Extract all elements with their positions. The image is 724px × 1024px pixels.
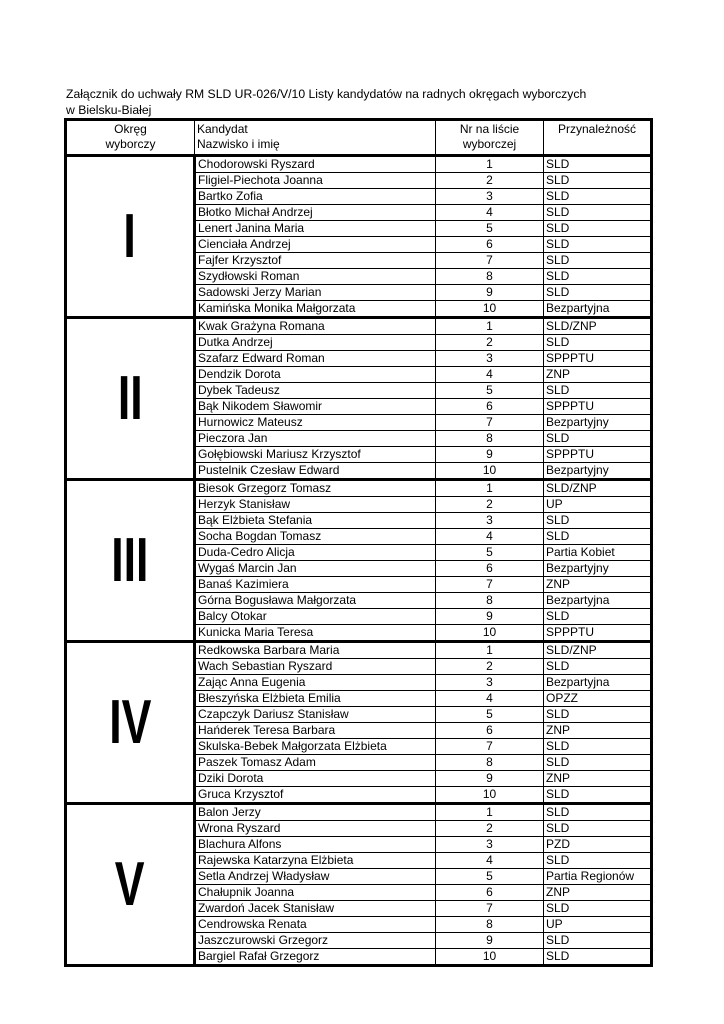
header-nr-line-1: Nr na liście (459, 122, 520, 136)
district-numeral: I (123, 201, 137, 271)
candidate-name: Rajewska Katarzyna Elżbieta (195, 853, 436, 869)
candidate-name: Błotko Michał Andrzej (195, 205, 436, 221)
party-affiliation: SLD (544, 707, 652, 723)
list-number: 3 (436, 675, 544, 691)
list-number: 8 (436, 917, 544, 933)
document-title (66, 86, 666, 118)
list-number: 7 (436, 253, 544, 269)
candidate-name: Dziki Dorota (195, 771, 436, 787)
district-numeral: IV (108, 687, 152, 757)
candidate-name: Zwardoń Jacek Stanisław (195, 901, 436, 917)
party-affiliation: OPZZ (544, 691, 652, 707)
list-number: 2 (436, 173, 544, 189)
party-affiliation: Bezpartyjny (544, 561, 652, 577)
party-affiliation: SPPPTU (544, 447, 652, 463)
party-affiliation: SLD (544, 933, 652, 949)
party-affiliation: SLD (544, 513, 652, 529)
district-cell (66, 804, 195, 966)
candidate-name: Redkowska Barbara Maria (195, 642, 436, 659)
list-number: 9 (436, 285, 544, 301)
list-number: 6 (436, 399, 544, 415)
party-affiliation: SLD (544, 755, 652, 771)
list-number: 10 (436, 301, 544, 318)
candidate-name: Wygaś Marcin Jan (195, 561, 436, 577)
list-number: 2 (436, 659, 544, 675)
candidate-name: Szafarz Edward Roman (195, 351, 436, 367)
list-number: 8 (436, 755, 544, 771)
list-number: 10 (436, 949, 544, 966)
party-affiliation: SLD (544, 189, 652, 205)
party-affiliation: Bezpartyjna (544, 675, 652, 691)
list-number: 3 (436, 351, 544, 367)
party-affiliation: SLD (544, 253, 652, 269)
party-affiliation: SPPPTU (544, 399, 652, 415)
list-number: 2 (436, 821, 544, 837)
party-affiliation: SLD (544, 205, 652, 221)
candidate-name: Paszek Tomasz Adam (195, 755, 436, 771)
list-number: 3 (436, 837, 544, 853)
party-affiliation: SLD (544, 269, 652, 285)
party-affiliation: Bezpartyjny (544, 463, 652, 480)
party-affiliation: SLD (544, 173, 652, 189)
party-affiliation: ZNP (544, 577, 652, 593)
district-numeral: V (115, 849, 145, 919)
candidate-name: Bartko Zofia (195, 189, 436, 205)
candidate-name: Bąk Nikodem Sławomir (195, 399, 436, 415)
candidate-name: Gołębiowski Mariusz Krzysztof (195, 447, 436, 463)
party-affiliation: SLD (544, 949, 652, 966)
candidate-name: Sadowski Jerzy Marian (195, 285, 436, 301)
party-affiliation: SLD (544, 609, 652, 625)
candidate-name: Herzyk Stanisław (195, 497, 436, 513)
candidate-name: Bąk Elżbieta Stefania (195, 513, 436, 529)
party-affiliation: SLD/ZNP (544, 318, 652, 335)
district-cell (66, 156, 195, 318)
list-number: 9 (436, 447, 544, 463)
table-row (66, 318, 652, 335)
header-kandydat-line-1: Kandydat (197, 122, 248, 136)
party-affiliation: ZNP (544, 723, 652, 739)
list-number: 1 (436, 480, 544, 497)
list-number: 3 (436, 513, 544, 529)
header-kandydat (195, 120, 436, 156)
candidate-name: Chodorowski Ryszard (195, 156, 436, 173)
list-number: 9 (436, 771, 544, 787)
party-affiliation: SPPPTU (544, 351, 652, 367)
party-affiliation: SLD (544, 335, 652, 351)
candidate-name: Setla Andrzej Władysław (195, 869, 436, 885)
candidate-name: Kunicka Maria Teresa (195, 625, 436, 642)
candidate-name: Duda-Cedro Alicja (195, 545, 436, 561)
header-kandydat-line-2: Nazwisko i imię (197, 137, 280, 151)
candidate-name: Biesok Grzegorz Tomasz (195, 480, 436, 497)
candidate-name: Kamińska Monika Małgorzata (195, 301, 436, 318)
candidate-name: Górna Bogusława Małgorzata (195, 593, 436, 609)
party-affiliation: SLD (544, 901, 652, 917)
party-affiliation: SLD (544, 156, 652, 173)
party-affiliation: PZD (544, 837, 652, 853)
title-line-1: Załącznik do uchwały RM SLD UR-026/V/10 Listy kandydatów na radnych okręgach wyborczych (66, 87, 587, 101)
list-number: 6 (436, 723, 544, 739)
party-affiliation: ZNP (544, 771, 652, 787)
list-number: 7 (436, 901, 544, 917)
party-affiliation: Partia Kobiet (544, 545, 652, 561)
party-affiliation: ZNP (544, 885, 652, 901)
party-affiliation: SLD (544, 853, 652, 869)
list-number: 5 (436, 383, 544, 399)
candidates-table (64, 118, 653, 967)
list-number: 5 (436, 545, 544, 561)
party-affiliation: SLD (544, 383, 652, 399)
list-number: 4 (436, 853, 544, 869)
list-number: 2 (436, 335, 544, 351)
candidate-name: Fligiel-Piechota Joanna (195, 173, 436, 189)
candidate-name: Socha Bogdan Tomasz (195, 529, 436, 545)
party-affiliation: SLD (544, 804, 652, 821)
table-row (66, 156, 652, 173)
header-party (544, 120, 652, 156)
candidate-name: Kwak Grażyna Romana (195, 318, 436, 335)
district-cell (66, 318, 195, 480)
list-number: 8 (436, 593, 544, 609)
party-affiliation: UP (544, 917, 652, 933)
header-nr (436, 120, 544, 156)
party-affiliation: UP (544, 497, 652, 513)
candidate-name: Cienciała Andrzej (195, 237, 436, 253)
candidate-name: Blachura Alfons (195, 837, 436, 853)
candidate-name: Dybek Tadeusz (195, 383, 436, 399)
list-number: 9 (436, 609, 544, 625)
header-party-label: Przynależność (557, 122, 637, 136)
candidate-name: Lenert Janina Maria (195, 221, 436, 237)
candidate-name: Czapczyk Dariusz Stanisław (195, 707, 436, 723)
list-number: 4 (436, 691, 544, 707)
table-row (66, 642, 652, 659)
candidate-name: Fajfer Krzysztof (195, 253, 436, 269)
candidate-name: Hurnowicz Mateusz (195, 415, 436, 431)
party-affiliation: SLD (544, 221, 652, 237)
header-okreg-line-2: wyborczy (105, 137, 156, 151)
header-okreg (66, 120, 195, 156)
list-number: 9 (436, 933, 544, 949)
table-header-row (66, 120, 652, 156)
list-number: 6 (436, 561, 544, 577)
list-number: 10 (436, 463, 544, 480)
list-number: 1 (436, 156, 544, 173)
list-number: 10 (436, 625, 544, 642)
list-number: 4 (436, 367, 544, 383)
candidate-name: Cendrowska Renata (195, 917, 436, 933)
candidate-name: Dutka Andrzej (195, 335, 436, 351)
party-affiliation: SLD (544, 285, 652, 301)
candidate-name: Bargiel Rafał Grzegorz (195, 949, 436, 966)
list-number: 5 (436, 869, 544, 885)
list-number: 7 (436, 739, 544, 755)
title-line-2: w Bielsku-Białej (66, 103, 152, 117)
candidate-name: Pieczora Jan (195, 431, 436, 447)
table-row (66, 804, 652, 821)
party-affiliation: Bezpartyjna (544, 301, 652, 318)
party-affiliation: Bezpartyjna (544, 593, 652, 609)
candidate-name: Wach Sebastian Ryszard (195, 659, 436, 675)
list-number: 6 (436, 237, 544, 253)
party-affiliation: SLD (544, 431, 652, 447)
party-affiliation: Bezpartyjny (544, 415, 652, 431)
district-numeral: II (117, 363, 143, 433)
list-number: 8 (436, 269, 544, 285)
list-number: 10 (436, 787, 544, 804)
list-number: 4 (436, 529, 544, 545)
district-cell (66, 480, 195, 642)
candidate-name: Balon Jerzy (195, 804, 436, 821)
district-cell (66, 642, 195, 804)
candidate-name: Chałupnik Joanna (195, 885, 436, 901)
list-number: 7 (436, 577, 544, 593)
candidate-name: Jaszczurowski Grzegorz (195, 933, 436, 949)
list-number: 4 (436, 205, 544, 221)
party-affiliation: SLD (544, 529, 652, 545)
list-number: 5 (436, 707, 544, 723)
candidate-name: Szydłowski Roman (195, 269, 436, 285)
list-number: 3 (436, 189, 544, 205)
party-affiliation: SLD (544, 787, 652, 804)
candidate-name: Dendzik Dorota (195, 367, 436, 383)
list-number: 7 (436, 415, 544, 431)
header-okreg-line-1: Okręg (114, 122, 147, 136)
party-affiliation: SLD (544, 237, 652, 253)
party-affiliation: SPPPTU (544, 625, 652, 642)
table-row (66, 480, 652, 497)
candidate-name: Skulska-Bebek Małgorzata Elżbieta (195, 739, 436, 755)
list-number: 8 (436, 431, 544, 447)
candidate-name: Wrona Ryszard (195, 821, 436, 837)
list-number: 2 (436, 497, 544, 513)
district-numeral: III (111, 525, 149, 595)
candidate-name: Zając Anna Eugenia (195, 675, 436, 691)
party-affiliation: SLD (544, 659, 652, 675)
list-number: 6 (436, 885, 544, 901)
list-number: 1 (436, 318, 544, 335)
candidate-name: Pustelnik Czesław Edward (195, 463, 436, 480)
party-affiliation: ZNP (544, 367, 652, 383)
table-body (66, 156, 652, 966)
party-affiliation: SLD/ZNP (544, 480, 652, 497)
list-number: 1 (436, 642, 544, 659)
header-nr-line-2: wyborczej (462, 137, 517, 151)
candidate-name: Gruca Krzysztof (195, 787, 436, 804)
party-affiliation: SLD (544, 821, 652, 837)
party-affiliation: SLD (544, 739, 652, 755)
party-affiliation: Partia Regionów (544, 869, 652, 885)
candidate-name: Banaś Kazimiera (195, 577, 436, 593)
party-affiliation: SLD/ZNP (544, 642, 652, 659)
list-number: 5 (436, 221, 544, 237)
candidate-name: Balcy Otokar (195, 609, 436, 625)
list-number: 1 (436, 804, 544, 821)
candidate-name: Hańderek Teresa Barbara (195, 723, 436, 739)
candidate-name: Błeszyńska Elżbieta Emilia (195, 691, 436, 707)
